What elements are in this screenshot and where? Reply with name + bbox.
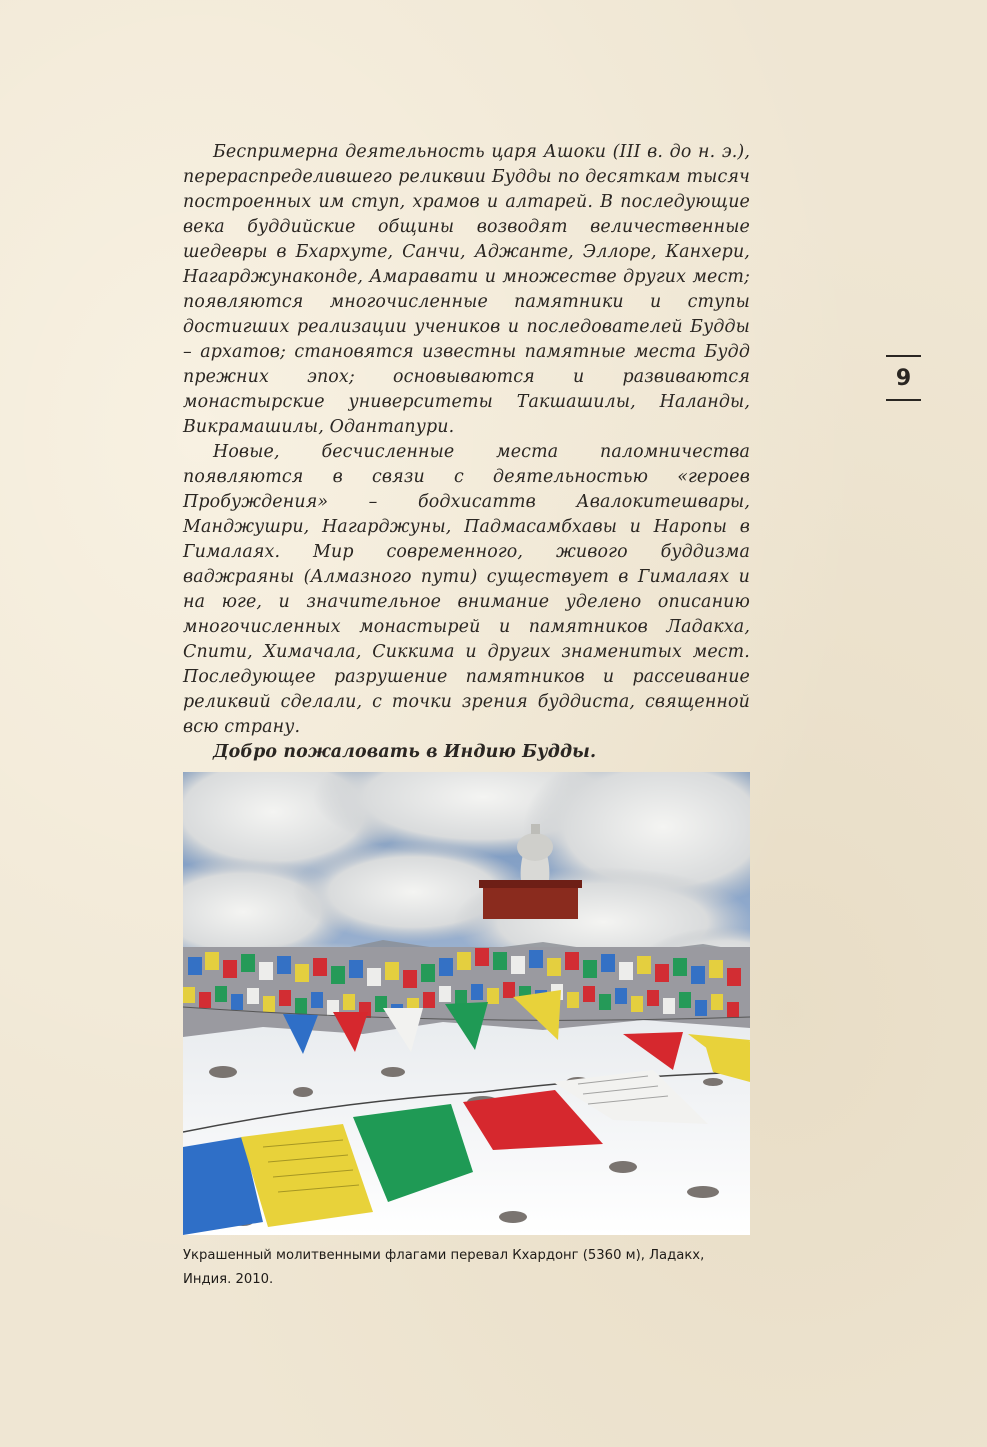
page-number: 9	[886, 355, 921, 401]
prayer-flags-photo	[183, 772, 750, 1235]
paragraph-2: Новые, бесчисленные места паломничества появляются в связи с деятельностью «героев Пробуждения» – бодхисаттв Авалокитешвары, Манджушри, Нагарджуны, Падмасамбхавы и Наропы в Гималаях. Мир современного, живого буддизма ваджраяны (Алмазного пути) существует в Гималаях и на юге, и значительное внимание уделено описанию многочисленных монастырей и памятников Ладакха, Спити, Химачала, Сиккима и других знаменитых мест. Последующее разрушение памятников и рассеивание реликвий сделали, с точки зрения буддиста, священной всю страну.	[183, 442, 750, 737]
paragraph-3: Добро пожаловать в Индию Будды.	[213, 742, 597, 762]
photo-caption: Украшенный молитвенными флагами перевал Кхардонг (5360 м), Ладакх, Индия. 2010.	[183, 1248, 705, 1287]
paragraph-1: Беспримерна деятельность царя Ашоки (III в. до н. э.), перераспределившего реликвии Будды по десяткам тысяч построенных им ступ, храмов и алтарей. В последующие века буддийские общины возводят величественные шедевры в Бхархуте, Санчи, Аджанте, Эллоре, Канхери, Нагарджунаконде, Амаравати и множестве других мест; появляются многочисленные памятники и ступы достигших реализации учеников и последователей Будды – архатов; становятся известны памятные места Будд прежних эпох; основываются и развиваются монастырские университеты Такшашилы, Наланды, Викрамашилы, Одантапури.	[183, 142, 750, 437]
body-text	[183, 140, 750, 765]
